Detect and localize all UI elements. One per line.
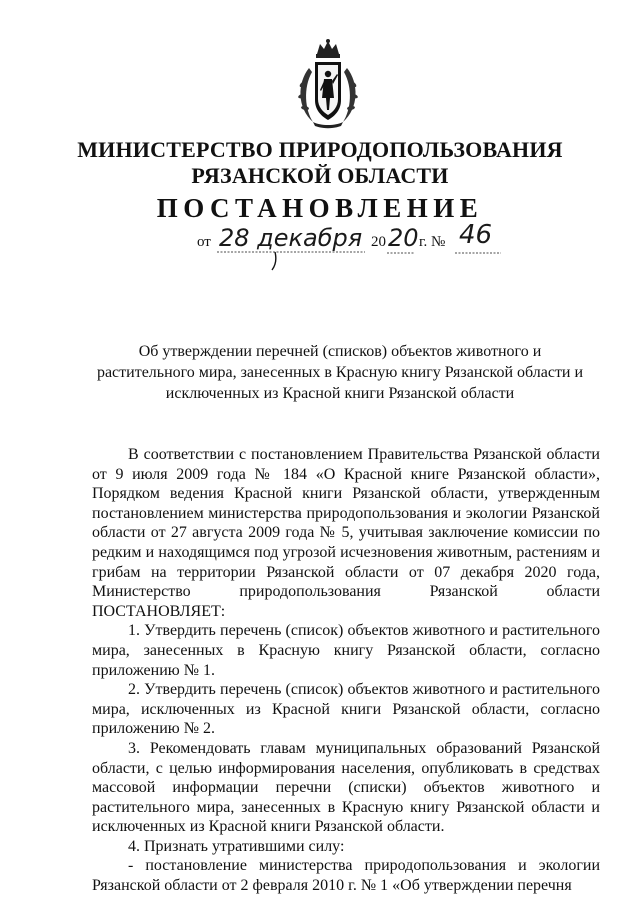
handwritten-year: 20 [388,224,419,252]
date-and-number-line [197,220,517,268]
date-underline [217,248,367,272]
document-type-title: ПОСТАНОВЛЕНИЕ [156,193,484,223]
date-prefix: от [197,234,211,250]
ministry-name-line2: РЯЗАНСКОЙ ОБЛАСТИ [191,163,449,188]
handwritten-number: 46 [459,220,493,250]
body-paragraph-item-4: 4. Признать утратившими силу: [128,837,345,855]
number-underline [455,252,503,256]
year-prefix: 20 [371,234,386,250]
body-paragraph-item-2: 2. Утвердить перечень (список) объектов животного и растительного мира, исключенных из Красной книги Рязанской области, согласно приложению № 2. [92,681,600,738]
coat-of-arms-icon [293,38,363,130]
body-paragraph-item-3: 3. Рекомендовать главам муниципальных образований Рязанской области, с целью информирования населения, опубликовать в средствах массовой информации перечни (списки) объектов животного и растительного мира, занесенных в Красную книгу Рязанской области и исключенных из Красной книги Рязанской области. [92,739,600,836]
body-paragraph-item-4-bullet: - постановление министерства природопользования и экологии Рязанской области от 2 февраля 2010 г. № 1 «Об утверждении перечня [92,857,600,895]
document-subject: Об утверждении перечней (списков) объектов животного и растительного мира, занесенных в Красную книгу Рязанской области и исключенных из Красной книги Рязанской области [96,343,584,402]
year-and-number-label: г. № [419,234,446,250]
body-paragraph-item-1: 1. Утвердить перечень (список) объектов животного и растительного мира, занесенных в Красную книгу Рязанской области, согласно приложению № 1. [92,622,600,679]
year-underline [387,252,417,256]
body-paragraph-preamble: В соответствии с постановлением Правительства Рязанской области от 9 июля 2009 года № 184 «О Красной книге Рязанской области», Порядком ведения Красной книги Рязанской области, утвержденным постановлением министерства природопользования и экологии Рязанской области от 27 августа 2009 года № 5, учитывая заключение комиссии по редким и находящимся под угрозой исчезновения животным, растениям и грибам на территории Рязанской области от 07 декабря 2020 года, Министерство природопользования Рязанской области ПОСТАНОВЛЯЕТ: [92,446,600,620]
handwritten-date: 28 декабря [219,224,363,252]
document-body [92,445,600,896]
ministry-name-line1: МИНИСТЕРСТВО ПРИРОДОПОЛЬЗОВАНИЯ [77,137,563,162]
